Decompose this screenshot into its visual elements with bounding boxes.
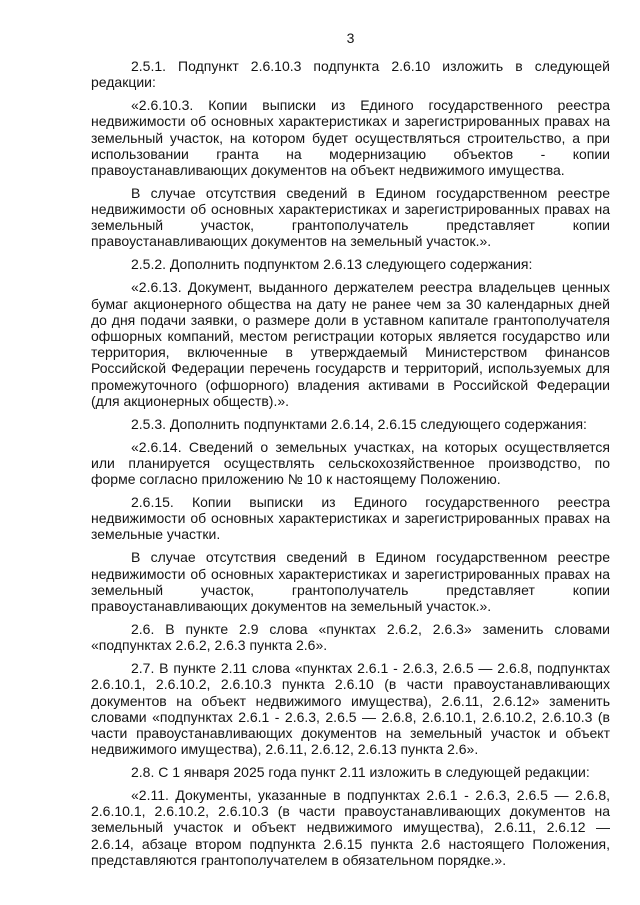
text-line: редакции:: [91, 74, 156, 91]
text-line: (для акционерных обществ).».: [91, 392, 290, 409]
paragraph-quoted-2-6-15-cont: [91, 549, 610, 614]
text-line: использовании гранта на модернизацию объектов - копии: [91, 145, 610, 162]
paragraph-quoted-2-6-14: [91, 439, 610, 488]
page-number: 3: [346, 30, 355, 46]
text-line: недвижимости об основных характеристиках и зарегистрированных правах на: [91, 113, 610, 130]
text-line: 2.6.15. Копии выписки из Единого государственного реестра: [131, 494, 610, 511]
text-line: 2.5.1. Подпункт 2.6.10.3 подпункта 2.6.10 изложить в следующей: [131, 58, 610, 74]
text-line: недвижимого имущества), 2.6.11, 2.6.12, 2.6.13 пункта 2.6».: [91, 741, 479, 758]
text-line: документов на объект недвижимого имущества), 2.6.11, 2.6.12» заменить: [91, 692, 610, 709]
paragraph-2-5-3: [91, 416, 610, 432]
text-line: или планируется осуществлять сельскохозяйственное производство, по: [91, 454, 610, 471]
paragraph-2-6: [91, 621, 610, 653]
document-body: [91, 58, 610, 875]
paragraph-quoted-2-6-13: [91, 279, 610, 409]
text-line: земельные участки.: [91, 526, 221, 543]
text-line: части правоустанавливающих документов на земельный участок и объект: [91, 724, 610, 741]
text-line: В случае отсутствия сведений в Едином государственном реестре: [131, 549, 610, 566]
text-line: «2.6.13. Документ, выданного держателем реестра владельцев ценных: [131, 279, 610, 296]
text-line: 2.7. В пункте 2.11 слова «пунктах 2.6.1 - 2.6.3, 2.6.5 — 2.6.8, подпунктах: [131, 660, 610, 677]
text-line: офшорных компаний, местом регистрации которых является государство или: [91, 328, 610, 344]
text-line: «2.6.10.3. Копии выписки из Единого государственного реестра: [131, 97, 610, 114]
text-line: недвижимости об основных характеристиках и зарегистрированных правах на: [91, 510, 610, 527]
text-line: промежуточного (офшорного) владения активами в Российской Федерации: [91, 376, 610, 393]
text-line: Российской Федерации перечень государств и территорий, используемых для: [91, 360, 610, 377]
paragraph-2-5-1: [91, 58, 610, 90]
text-line: недвижимости об основных характеристиках и зарегистрированных правах на: [91, 201, 610, 218]
text-line: словами «подпунктах 2.6.1 - 2.6.3, 2.6.5 — 2.6.8, 2.6.10.1, 2.6.10.2, 2.6.10.3 (в: [91, 708, 610, 725]
text-line: 2.6. В пункте 2.9 слова «пунктах 2.6.2, 2.6.3» заменить словами: [131, 620, 610, 637]
paragraph-2-8: [91, 764, 610, 780]
text-line: 2.6.14, абзаце втором подпункта 2.6.15 пункта 2.6 настоящего Положения,: [91, 835, 610, 852]
text-line: недвижимости об основных характеристиках и зарегистрированных правах на: [91, 565, 610, 582]
text-line: земельный участок и объект недвижимого имущества), 2.6.11, 2.6.12 —: [91, 819, 610, 836]
text-line: представляются грантополучателем в обязательном порядке.».: [91, 851, 507, 868]
text-line: «2.11. Документы, указанные в подпунктах 2.6.1 - 2.6.3, 2.6.5 — 2.6.8,: [131, 787, 610, 804]
text-line: форме согласно приложению № 10 к настоящему Положению.: [91, 471, 501, 488]
paragraph-2-7: [91, 660, 610, 757]
text-line: земельный участок, грантополучатель представляет копии: [91, 217, 610, 234]
text-line: бумаг акционерного общества на дату не ранее чем за 30 календарных дней: [91, 295, 610, 312]
text-line: земельный участок, на котором будет осуществляться строительство, а при: [91, 129, 610, 146]
text-line: 2.8. С 1 января 2025 года пункт 2.11 изложить в следующей редакции:: [131, 764, 590, 781]
text-line: земельный участок, грантополучатель представляет копии: [91, 581, 610, 598]
text-line: 2.6.10.1, 2.6.10.2, 2.6.10.3 (в части правоустанавливающих документов на: [91, 803, 610, 820]
text-line: В случае отсутствия сведений в Едином государственном реестре: [131, 184, 610, 201]
text-line: «подпунктах 2.6.2, 2.6.3 пункта 2.6».: [91, 637, 328, 654]
text-line: 2.5.3. Дополнить подпунктами 2.6.14, 2.6.15 следующего содержания:: [131, 415, 587, 432]
text-line: правоустанавливающих документов на земельный участок.».: [91, 598, 492, 614]
paragraph-quoted-2-6-15: [91, 494, 610, 543]
text-line: 2.6.10.1, 2.6.10.2, 2.6.10.3 пункта 2.6.10 (в части правоустанавливающих: [91, 676, 610, 693]
paragraph-quoted-2-6-10-3-cont: [91, 185, 610, 250]
paragraph-2-5-2: [91, 256, 610, 272]
text-line: 2.5.2. Дополнить подпунктом 2.6.13 следующего содержания:: [131, 256, 533, 273]
text-line: «2.6.14. Сведений о земельных участках, на которых осуществляется: [131, 438, 610, 455]
paragraph-quoted-2-11: [91, 787, 610, 868]
text-line: правоустанавливающих документов на объект недвижимого имущества.: [91, 161, 565, 178]
text-line: территория, включенные в утверждаемый Министерством финансов: [91, 344, 610, 361]
text-line: правоустанавливающих документов на земельный участок.».: [91, 233, 492, 250]
text-line: до дня подачи заявки, о размере доли в уставном капитале грантополучателя: [91, 311, 610, 328]
paragraph-quoted-2-6-10-3: [91, 97, 610, 178]
